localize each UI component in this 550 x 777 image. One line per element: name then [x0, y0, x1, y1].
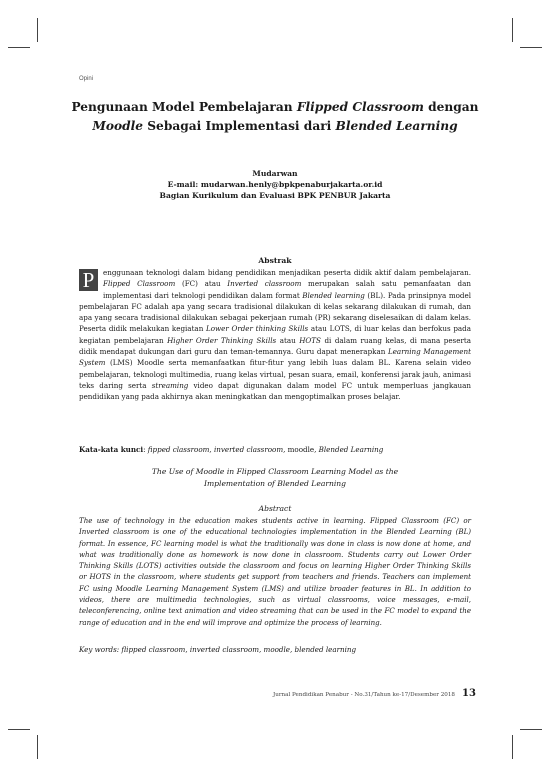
author-affiliation: Bagian Kurikulum dan Evaluasi BPK PENBUR Jakarta: [159, 191, 391, 200]
keywords-label: Kata-kata kunci: [79, 445, 144, 454]
abstract-text: atau LOTS, di luar kelas dan berfokus pada kegiatan pembelajaran: [79, 324, 471, 345]
abstract-term: streaming: [151, 380, 189, 390]
page-number: 13: [462, 688, 476, 699]
abstract-heading: Abstrak: [258, 256, 292, 265]
keywords-label: Key words: [79, 645, 117, 654]
abstract-term: Learning Management System: [79, 347, 471, 368]
crop-mark: [512, 18, 513, 42]
abstract-text: di dalam ruang kelas, di mana peserta didik mendapat dukungan dari guru dan teman-temannya. Guru dapat menerapkan: [79, 335, 471, 357]
crop-mark: [8, 729, 30, 730]
title-part: Sebagai Implementasi dari: [143, 119, 336, 133]
title-part: dengan: [423, 100, 479, 114]
abstract-term: HOTS: [299, 335, 321, 345]
keywords-terms: fipped classroom, inverted classroom,: [147, 445, 286, 454]
abstract-text: enggunaan teknologi dalam bidang pendidikan menjadikan peserta didik aktif dalam pembelajaran.: [103, 268, 471, 277]
abstract-text: video dapat digunakan dalam model FC untuk memperluas jangkauan pendidikan yang pada akhirnya akan meningkatkan dan mengoptimalkan proses belajar.: [79, 380, 471, 402]
author-email: E-mail: mudarwan.henly@bpkpenaburjakarta.or.id: [167, 180, 383, 189]
abstract-text: (LMS) Moodle serta memanfaatkan fitur-fitur yang lebih luas dalam BL. Karena selain video pembelajaran, teknologi multimedia, ruang kelas virtual, pesan suara, email, konferensi jarak jauh, animasi teks daring serta: [79, 358, 471, 390]
title-part: Pengunaan Model Pembelajaran: [71, 100, 297, 114]
abstract-text: atau: [276, 335, 300, 345]
paper-title: [60, 98, 490, 136]
abstract-text: merupakan salah satu pemanfaatan dan implementasi dari teknologi pendidikan dalam format: [103, 279, 471, 300]
abstract-term: Higher Order Thinking Skills: [167, 335, 277, 345]
journal-footer: Jurnal Pendidikan Penabur - No.31/Tahun ke-17/Desember 2018: [273, 692, 455, 698]
english-title: [60, 466, 490, 489]
abstract-text: (BL). Pada prinsipnya model pembelajaran FC adalah apa yang secara tradisional dilakukan di kelas sekarang dilakukan di rumah, dan apa yang secara tradisional dilakukan sebagai pekerjaan rumah (PR) sekarang diselesaikan di dalam kelas. Peserta didik melakukan kegiatan: [79, 290, 471, 334]
abstract-term: Lower Order thinking Skills: [205, 324, 309, 334]
keywords-indonesian: [79, 445, 471, 454]
keywords-separator: :: [143, 445, 148, 454]
crop-mark: [37, 735, 38, 759]
author-name: Mudarwan: [252, 169, 298, 178]
title-part: Moodle: [92, 119, 144, 133]
english-title-line: Implementation of Blended Learning: [203, 478, 347, 488]
abstract-english: The use of technology in the education makes students active in learning. Flipped Classroom (FC) or Inverted classroom is one of the educational technologies implementation in the Blended Learning (BL) format. In essence, FC learning model is what the traditionally was done in class is now done at home, and what was traditionally done as homework is now done in classroom. Students carry out Lower Order Thinking Skills (LOTS) activities outside the classroom and focus on learning Higher Order Thinking Skills or HOTS in the classroom, where students get support from teachers and friends. Teachers can implement FC using Moodle Learning Management System (LMS) and utilize broader features in BL. In addition to videos, there are multimedia technologies, such as virtual classrooms, voice messages, e-mail, teleconferencing, online text animation and video streaming that can be used in the FC model to expand the range of education and in the end will improve and optimize the process of learning.: [79, 516, 471, 627]
section-label: Opini: [79, 76, 94, 82]
crop-mark: [520, 729, 542, 730]
crop-mark: [8, 47, 30, 48]
english-title-line: The Use of Moodle in Flipped Classroom Learning Model as the: [151, 467, 399, 476]
drop-cap: P: [79, 269, 98, 291]
author-block: [60, 168, 490, 201]
keywords-english: [79, 645, 471, 654]
english-abstract-heading: Abstract: [258, 504, 292, 513]
keywords-separator: :: [116, 645, 122, 654]
abstract-indonesian: [79, 267, 471, 403]
crop-mark: [520, 47, 542, 48]
abstract-term: Blended learning: [302, 290, 365, 300]
crop-mark: [37, 18, 38, 42]
keywords-terms: moodle,: [285, 445, 319, 454]
abstract-text: (FC) atau: [175, 279, 228, 289]
title-part: Blended Learning: [335, 119, 458, 133]
crop-mark: [512, 735, 513, 759]
abstract-term: Flipped Classroom: [103, 279, 176, 289]
keywords-terms: flipped classroom, inverted classroom, moodle, blended learning: [121, 645, 357, 654]
abstract-term: Inverted classroom: [227, 279, 302, 289]
keywords-terms: Blended Learning: [318, 445, 384, 454]
title-part: Flipped Classroom: [296, 100, 424, 114]
